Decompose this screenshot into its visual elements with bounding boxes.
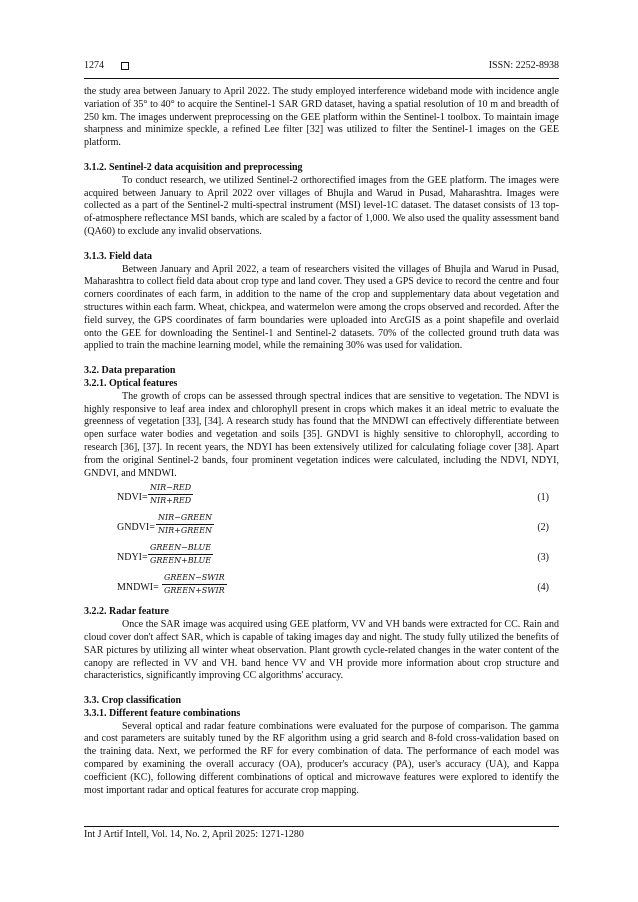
- equation-lhs: NDVI=: [117, 492, 148, 504]
- section-text-3-1-3: Between January and April 2022, a team of researchers visited the villages of Bhujla and Warud in Pusad, Maharashtra to collect field data about crop type and land cover. They used a GPS device to record the centre and four corners coordinates of each farm, in addition to the name of the crop and supplementary data about vegetation and structures within each farm. Wheat, chickpea, and watermelon were among the crops observed and recorded. After the field survey, the GPS coordinates of farm boundaries were uploaded into ArcGIS as a point shapefile and overlaid onto the GEE for downloading the Sentinel-1 and Sentinel-2 datasets. 70% of the collected ground truth data was applied to train the machine learning model, while the remaining 30% was used for validation.: [84, 263, 559, 352]
- equation-number: (4): [537, 582, 549, 594]
- equation-numerator: GREEN−SWIR: [162, 573, 227, 585]
- equation-gndvi: [84, 513, 559, 543]
- equation-numerator: GREEN−BLUE: [148, 543, 213, 555]
- equation-ndvi: [84, 483, 559, 513]
- page-header: [84, 60, 559, 76]
- section-text-3-2-1: The growth of crops can be assessed through spectral indices that are sensitive to vegetation. The NDVI is highly responsive to leaf area index and chlorophyll present in crops which makes it an ideal metric to evaluate the greenness of vegetation [33], [34]. A research study has found that the MNDWI can effectively differentiate between open surface water bodies and vegetation and soils [35]. GNDVI is highly sensitive to chlorophyll, according to research [36], [37]. In recent years, the NDYI has been extensively utilized for calculating foliage cover [38]. Apart from the original Sentinel-2 bands, four prominent vegetation indices were calculated, including the NDVI, NDYI, GNDVI, and MNDWI.: [84, 390, 559, 479]
- equation-number: (2): [537, 522, 549, 534]
- equation-numerator: NIR−GREEN: [156, 513, 214, 525]
- footer-rule: [84, 826, 559, 827]
- equation-denominator: GREEN+SWIR: [164, 586, 225, 596]
- section-heading-3-1-2: 3.1.2. Sentinel-2 data acquisition and preprocessing: [84, 161, 303, 173]
- equation-lhs: NDYI=: [117, 552, 148, 564]
- section-heading-3-2-1: 3.2.1. Optical features: [84, 377, 178, 389]
- equation-denominator: NIR+RED: [150, 496, 192, 506]
- equation-number: (3): [537, 552, 549, 564]
- section-text-3-1-2: To conduct research, we utilized Sentinel-2 orthorectified images from the GEE platform. The images were acquired between January to April 2022 over villages of Bhujla and Warud in Pusad, Maharashtra. Images were collected as a part of the Sentinel-2 multi-spectral instrument (MSI) level-1C dataset. The dataset consists of 13 top-of-atmosphere reflectance MSI bands, which are scaled by a factor of 1,000. We also used the quality assessment band (QA60) to exclude any invalid observations.: [84, 174, 559, 237]
- equation-ndyi: [84, 543, 559, 573]
- equation-fraction: [156, 513, 214, 536]
- issn-label: ISSN: 2252-8938: [488, 60, 559, 71]
- section-heading-3-3: 3.3. Crop classification: [84, 695, 182, 707]
- equation-denominator: NIR+GREEN: [158, 526, 212, 536]
- square-bullet-icon: [121, 62, 129, 70]
- page-body: [84, 86, 559, 797]
- section-heading-3-1-3: 3.1.3. Field data: [84, 250, 153, 262]
- equation-fraction: [148, 483, 193, 506]
- equation-number: (1): [537, 492, 549, 504]
- equation-numerator: NIR−RED: [148, 483, 193, 495]
- section-text-3-3-1: Several optical and radar feature combinations were evaluated for the purpose of comparison. The gamma and cost parameters are suitably tuned by the RF algorithm using a grid search and 8-fold cross-validation based on the training data. Next, we performed the RF for every combination of data. The performance of each model was compared by examining the overall accuracy (OA), producer's accuracy (PA), user's accuracy (UA), and Kappa coefficient (KC), following different combinations of optical and microwave features were explored to identify the most important radar and optical features for accurate crop mapping.: [84, 720, 559, 796]
- section-heading-3-2: 3.2. Data preparation: [84, 365, 176, 377]
- header-rule: [84, 78, 559, 79]
- section-text-3-2-2: Once the SAR image was acquired using GEE platform, VV and VH bands were extracted for CC. Rain and cloud cover don't affect SAR, which is capable of taking images day and night. The study fully utilized the benefits of SAR pictures by utilizing all winter wheat observation. Plant growth cycle-related changes in the water content of the canopy are reflected in VV and VH. band hence VV and VH provide more information about crop structure and characteristics, significantly improving CC algorithms' accuracy.: [84, 619, 559, 682]
- equation-denominator: GREEN+BLUE: [150, 556, 212, 566]
- intro-paragraph: the study area between January to April 2022. The study employed interference wideband mode with incidence angle variation of 35° to 40° to acquire the Sentinel-1 SAR GRD dataset, having a spatial resolution of 10 m and breadth of 250 km. The images underwent preprocessing on the GEE platform within the Sentinel-1 toolbox. To maintain image sharpness and minimize speckle, a refined Lee filter [32] was utilized to filter the Sentinel-1 images on the GEE platform.: [84, 86, 559, 149]
- equation-fraction: [148, 543, 213, 566]
- equation-fraction: [162, 573, 227, 596]
- page-number: 1274: [84, 60, 104, 71]
- equation-lhs: GNDVI=: [117, 522, 155, 534]
- section-heading-3-3-1: 3.3.1. Different feature combinations: [84, 707, 241, 719]
- section-heading-3-2-2: 3.2.2. Radar feature: [84, 606, 169, 618]
- equation-mndwi: [84, 573, 559, 603]
- footer-citation: Int J Artif Intell, Vol. 14, No. 2, April 2025: 1271-1280: [84, 829, 304, 840]
- equation-lhs: MNDWI=: [117, 582, 159, 594]
